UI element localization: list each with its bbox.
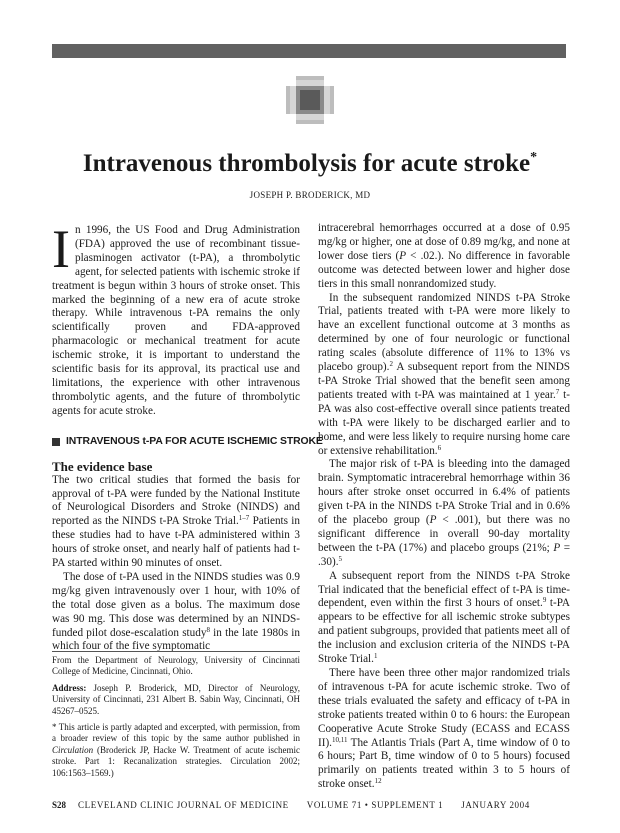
address-note	[52, 683, 300, 717]
stacked-squares-logo-icon	[286, 76, 334, 124]
citation: 2	[389, 360, 393, 369]
citation: 12	[374, 777, 382, 786]
citation: 10,11	[331, 735, 348, 744]
volume: VOLUME 71	[306, 800, 362, 810]
body-paragraph	[318, 570, 570, 667]
section-heading-text: INTRAVENOUS t-PA FOR ACUTE ISCHEMIC STROKE	[66, 435, 323, 447]
text-run: < .001), but there was no significant difference in overall 90-day mortality between the t-PA (17%) and placebo groups (21%;	[318, 514, 570, 554]
adaptation-note	[52, 722, 300, 779]
article-title	[0, 142, 620, 180]
text-run: in the late 1980s in which four of the five symptomatic	[52, 626, 300, 653]
text-run: Patients in these studies had to have t-PA administered within 3 hours of stroke onset, and nearly half of patients had t-PA started within 90 minutes of onset.	[52, 515, 300, 570]
text-run: * This article is partly adapted and excerpted, with permission, from a broader review of this topic by the same author published in	[52, 722, 300, 744]
text-run: = .30).	[318, 541, 571, 568]
text-run: A subsequent report from the NINDS t-PA Stroke Trial indicated that the beneficial effect of t-PA is time-dependent, even within the first 3 hours of onset.	[318, 569, 570, 610]
address-label: Address:	[52, 682, 87, 693]
address-text: Joseph P. Broderick, MD, Director of Neurology, University of Cincinnati, 231 Albert B. Sabin Way, Cincinnati, OH 45267–0525.	[52, 682, 300, 716]
text-run: The Atlantis Trials (Part A, time window of 0 to 6 hours; Part B, time window of 0 to 5 hours) focused primarily on patients treated within 3 to 5 hours of stroke onset.	[318, 736, 570, 791]
citation: 1	[373, 652, 378, 661]
citation: 7	[555, 387, 560, 396]
left-column	[52, 219, 323, 654]
text-run: The dose of t-PA used in the NINDS studies was 0.9 mg/kg given intravenously over 1 hour, with 10% of the total dose given as a bolus. The maximum dose was 90 mg. This dose was determined by an NINDS-funded pilot dose-escalation study	[52, 570, 300, 639]
body-paragraph	[318, 292, 570, 459]
square-bullet-icon	[52, 438, 60, 446]
body-paragraph	[52, 474, 300, 571]
intro-text: n 1996, the US Food and Drug Administration (FDA) approved the use of recombinant tissue-plasminogen activator (t-PA), a thrombolytic agent, for selected patients with ischemic stroke if treatment is begun within 3 hours of stroke onset. This marked the beginning of a new era of acute stroke therapy. While intravenous t-PA remains the only scientifically proven and FDA-approved pharmacologic or mechanical treatment for acute ischemic stroke, it is important to understand the scientific basis for its approval, its practical use and limitations, the experience with other intravenous thrombolytic agents, and the future of thrombolytic agents for acute stroke.	[52, 224, 300, 417]
text-run: t-PA appears to be effective for all ischemic stroke subtypes and patient subgroups, provided that patients meet all of the inclusion and exclusion criteria of the NINDS t-PA Stroke Trial.	[318, 597, 570, 666]
citation: 8	[206, 625, 210, 634]
citation: 1–7	[238, 514, 250, 523]
bullet: •	[364, 800, 369, 810]
title-footnote-mark: *	[530, 150, 538, 165]
text-run: P	[553, 541, 561, 554]
text-run: P	[429, 514, 437, 527]
text-run: P	[399, 249, 407, 262]
text-run: In the subsequent randomized NINDS t-PA Stroke Trial, patients treated with t-PA were more likely to have an excellent functional outcome at 3 months as determined by one of four neurologic or functional rating scales (absolute difference of 11% to 13% vs placebo group).	[318, 291, 570, 374]
body-paragraph	[318, 458, 570, 569]
author-byline: JOSEPH P. BRODERICK, MD	[249, 190, 371, 200]
section-heading	[52, 435, 323, 449]
title-text: Intravenous thrombolysis for acute stroke	[82, 150, 531, 177]
drop-cap: I	[52, 219, 70, 279]
journal-name: CLEVELAND CLINIC JOURNAL OF MEDICINE	[78, 800, 289, 810]
text-run: < .02.). No difference in favorable outcome was detected between lower and higher dose tiers in this small nonrandomized study.	[318, 249, 571, 290]
text-run: intracerebral hemorrhages occurred at a dose of 0.95 mg/kg or higher, one at dose of 0.89 mg/kg, and none at lower dose tiers (	[318, 222, 570, 262]
header-bar	[52, 44, 566, 58]
body-paragraph	[318, 222, 570, 292]
text-run: The major risk of t-PA is bleeding into the damaged brain. Symptomatic intracerebral hemorrhage within 36 hours after stroke onset occurred in 6.4% of patients given t-PA in the NINDS t-PA Stroke Trial and in 0.6% of the placebo group (	[318, 458, 570, 527]
body-paragraph	[52, 571, 300, 654]
supplement: SUPPLEMENT 1	[371, 800, 444, 810]
footnotes	[52, 651, 300, 784]
intro-paragraph	[52, 219, 300, 419]
right-column	[318, 222, 570, 792]
text-run: There have been three other major randomized trials of intravenous t-PA for acute ischemic stroke. Two of these trials evaluated the safety and efficacy of t-PA in stroke patients treated within 0 to 6 hours: the European Cooperative Acute Stroke Study (ECASS and ECASS II).	[318, 667, 570, 749]
subheading: The evidence base	[52, 458, 153, 474]
text-run: (Broderick JP, Hacke W. Treatment of acute ischemic stroke. Part 1: Recanalization strategies. Circulation 2002; 106:1563–1569.)	[52, 744, 300, 778]
body-paragraph	[318, 667, 570, 792]
text-run: The two critical studies that formed the basis for approval of t-PA were funded by the National Institute of Neurological Disorders and Stroke (NINDS) and reported as the NINDS t-PA Stroke Trial.	[52, 473, 300, 528]
text-run: A subsequent report from the NINDS t-PA Stroke Trial showed that the benefit seen among patients treated with t-PA was maintained at 1 year.	[318, 361, 570, 401]
citation: 9	[542, 596, 547, 605]
page-footer	[52, 800, 572, 810]
affiliation-note: From the Department of Neurology, University of Cincinnati College of Medicine, Cincinnati, Ohio.	[52, 655, 300, 677]
journal-name: Circulation	[52, 744, 94, 755]
citation: 5	[338, 554, 343, 563]
text-run: t-PA was also cost-effective overall since patients treated with t-PA were likely to be discharged earlier and to home, and were less likely to require nursing home care or extensive rehabilitation.	[318, 388, 570, 457]
issue-date: JANUARY 2004	[461, 800, 530, 810]
page-number: S28	[52, 800, 67, 810]
citation: 6	[437, 443, 442, 452]
